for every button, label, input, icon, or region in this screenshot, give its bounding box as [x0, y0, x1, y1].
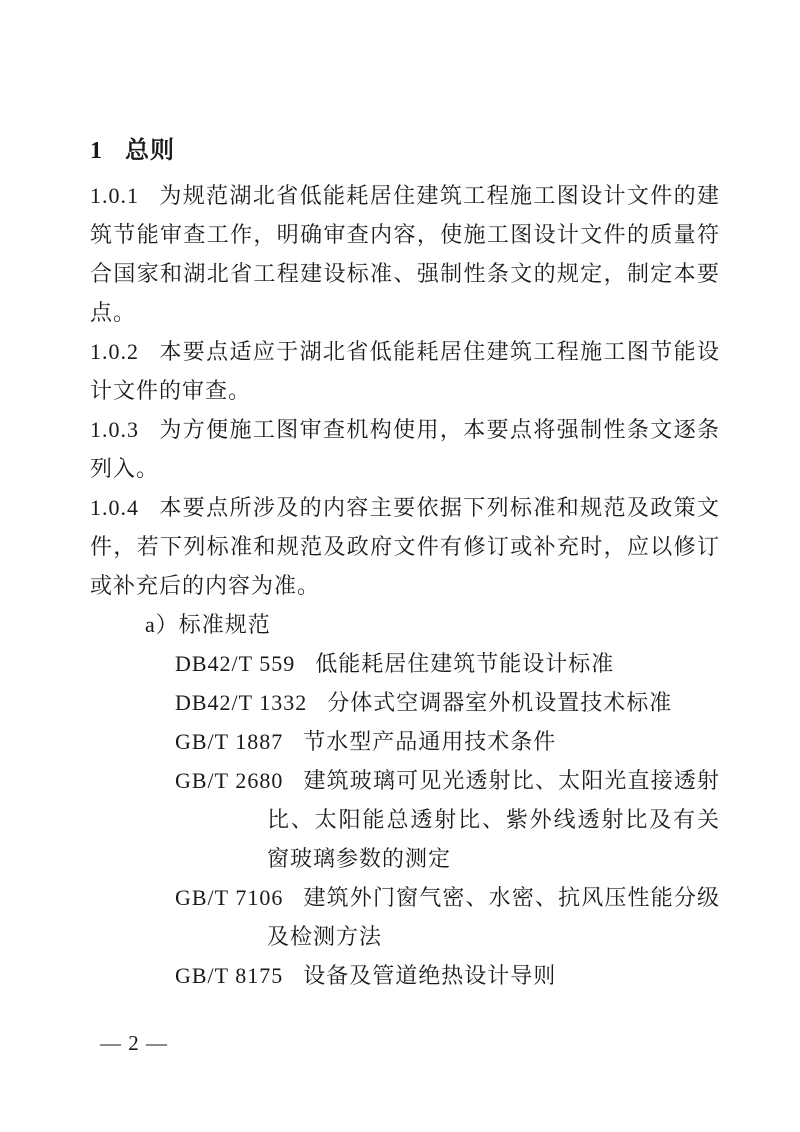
clause-text: 本要点适应于湖北省低能耗居住建筑工程施工图节能设计文件的审查。 — [90, 339, 720, 403]
standard-item — [90, 644, 720, 683]
list-label-a: a）标准规范 — [145, 612, 271, 637]
page-number-footer: — 2 — — [100, 1031, 168, 1055]
clause-paragraph-1-0-4 — [90, 488, 720, 605]
section-number: 1 — [90, 138, 103, 164]
standard-code: DB42/T 1332 — [175, 690, 308, 715]
standard-title: 低能耗居住建筑节能设计标准 — [315, 651, 615, 676]
standards-list — [90, 644, 720, 995]
clause-text: 为规范湖北省低能耗居住建筑工程施工图设计文件的建筑节能审查工作，明确审查内容，使施工图设计文件的质量符合国家和湖北省工程建设标准、强制性条文的规定，制定本要点。 — [90, 183, 720, 325]
standard-item — [90, 683, 720, 722]
clause-paragraph-1-0-1 — [90, 176, 720, 332]
standard-code: DB42/T 559 — [175, 651, 296, 676]
standard-title: 建筑玻璃可见光透射比、太阳光直接透射比、太阳能总透射比、紫外线透射比及有关窗玻璃参数的测定 — [267, 768, 720, 871]
clause-paragraph-1-0-2 — [90, 332, 720, 410]
standard-title: 设备及管道绝热设计导则 — [303, 963, 557, 988]
standard-code: GB/T 8175 — [175, 963, 284, 988]
clause-number: 1.0.1 — [90, 183, 139, 208]
standard-title: 节水型产品通用技术条件 — [303, 729, 557, 754]
standard-title: 分体式空调器室外机设置技术标准 — [327, 690, 673, 715]
standard-code: GB/T 1887 — [175, 729, 284, 754]
standard-code: GB/T 2680 — [175, 768, 284, 793]
clause-paragraph-1-0-3 — [90, 410, 720, 488]
clause-text: 本要点所涉及的内容主要依据下列标准和规范及政策文件，若下列标准和规范及政府文件有修订或补充时，应以修订或补充后的内容为准。 — [90, 495, 720, 598]
standard-item — [90, 956, 720, 995]
section-title: 总则 — [125, 138, 175, 164]
clause-number: 1.0.2 — [90, 339, 139, 364]
content-area — [90, 134, 720, 995]
clause-text: 为方便施工图审查机构使用，本要点将强制性条文逐条列入。 — [90, 417, 720, 481]
clause-number: 1.0.4 — [90, 495, 139, 520]
section-heading — [90, 134, 720, 168]
standard-title: 建筑外门窗气密、水密、抗风压性能分级及检测方法 — [267, 885, 720, 949]
clause-number: 1.0.3 — [90, 417, 139, 442]
standard-item — [90, 878, 720, 956]
standard-code: GB/T 7106 — [175, 885, 284, 910]
standard-item — [90, 761, 720, 878]
standard-item — [90, 722, 720, 761]
